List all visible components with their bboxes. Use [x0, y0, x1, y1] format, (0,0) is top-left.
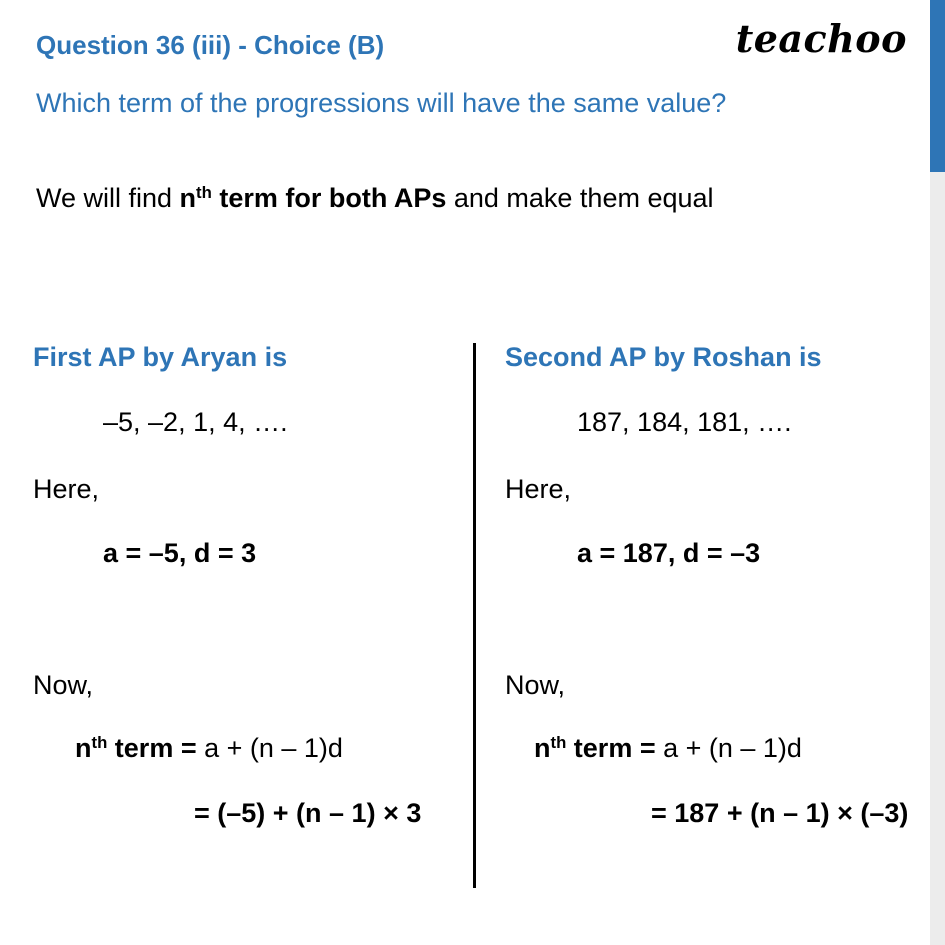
- right-now-label: Now,: [505, 670, 566, 700]
- teachoo-logo[interactable]: teachoo: [735, 16, 907, 61]
- intro-post: and make them equal: [446, 183, 714, 213]
- right-values: a = 187, d = –3: [577, 538, 761, 568]
- question-text: Which term of the progressions will have the same value?: [36, 88, 727, 118]
- intro-pre: We will find: [36, 183, 180, 213]
- left-sequence: –5, –2, 1, 4, ….: [103, 407, 288, 437]
- intro-sentence: [36, 183, 714, 214]
- question-title: Question 36 (iii) - Choice (B): [36, 30, 385, 60]
- left-here-label: Here,: [33, 474, 100, 504]
- intro-bold: $n^{th}$ term for both APs: [179, 182, 447, 213]
- left-nth-term-formula: $n^{th}$ term = a + (n – 1)d: [75, 732, 343, 763]
- right-sequence: 187, 184, 181, ….: [577, 407, 792, 437]
- column-divider: [473, 343, 476, 888]
- left-values: a = –5, d = 3: [103, 538, 257, 568]
- left-heading: First AP by Aryan is: [33, 342, 288, 372]
- left-substitution: = (–5) + (n – 1) × 3: [194, 798, 422, 828]
- right-here-label: Here,: [505, 474, 572, 504]
- left-now-label: Now,: [33, 670, 94, 700]
- right-nth-term-formula: $n^{th}$ term = a + (n – 1)d: [534, 732, 802, 763]
- right-substitution: = 187 + (n – 1) × (–3): [651, 798, 909, 828]
- scrollbar-thumb[interactable]: [930, 0, 945, 172]
- right-heading: Second AP by Roshan is: [505, 342, 822, 372]
